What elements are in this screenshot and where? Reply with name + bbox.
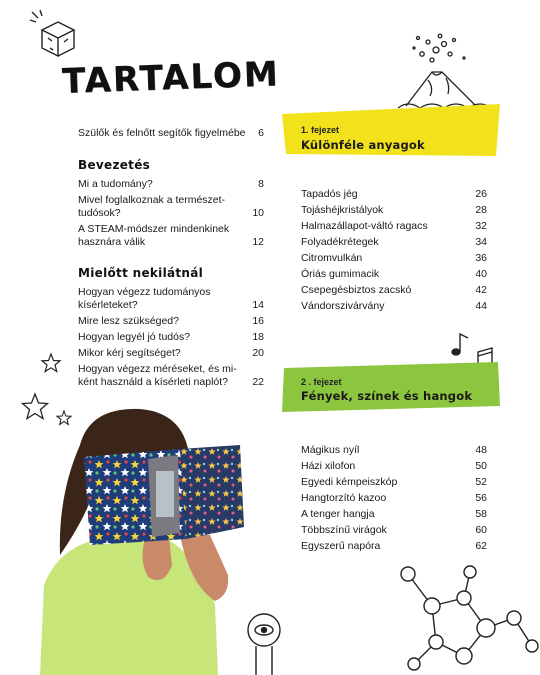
toc-entry[interactable] [301, 508, 487, 521]
toc-entry-page: 8 [258, 178, 264, 190]
toc-entry-page: 6 [258, 127, 264, 139]
toc-entry-page: 26 [475, 188, 487, 200]
toc-entry[interactable] [301, 188, 487, 201]
toc-entry[interactable] [78, 194, 264, 220]
toc-entry-label: Többszínű virágok [301, 524, 387, 536]
toc-entry-label: Tapadós jég [301, 188, 358, 200]
toc-entry-page: 48 [475, 444, 487, 456]
toc-entry-label: Szülők és felnőtt segítők figyelmébe [78, 127, 246, 139]
toc-entry-page: 34 [475, 236, 487, 248]
toc-entry-page: 44 [475, 300, 487, 312]
page-title: TARTALOM [61, 54, 281, 102]
toc-entry[interactable] [301, 236, 487, 249]
child-with-kaleidoscope-photo [40, 405, 255, 675]
toc-entry-page: 12 [252, 236, 264, 248]
toc-entry[interactable] [301, 524, 487, 537]
toc-entry-label: Házi xilofon [301, 460, 356, 472]
toc-entry-label: Folyadékrétegek [301, 236, 379, 248]
toc-entry-page: 28 [475, 204, 487, 216]
toc-entry-page: 62 [475, 540, 487, 552]
toc-entry[interactable] [301, 204, 487, 217]
eye-icon [244, 600, 284, 675]
toc-entry-label: Citromvulkán [301, 252, 363, 264]
toc-entry-label: Tojáshéjkristályok [301, 204, 384, 216]
toc-entry-label: Mire lesz szükséged? [78, 315, 179, 327]
volcano-icon [392, 28, 502, 116]
toc-entry[interactable] [78, 178, 264, 191]
toc-entry-page: 14 [252, 299, 264, 311]
section-heading-mielott: Mielőtt nekilátnál [78, 266, 204, 280]
toc-entry-page: 20 [252, 347, 264, 359]
toc-entry-label: Egyszerű napóra [301, 540, 381, 552]
toc-entry-label: Hogyan végezz méréseket, és mi- ként használd a kísérleti naplót? [78, 363, 237, 388]
toc-entry[interactable] [78, 286, 264, 312]
toc-entry[interactable] [301, 540, 487, 553]
toc-entry[interactable] [301, 444, 487, 457]
toc-entry-label: Hangtorzító kazoo [301, 492, 387, 504]
toc-entry-label: Óriás gumimacik [301, 268, 380, 280]
toc-entry-page: 52 [475, 476, 487, 488]
toc-entry-page: 60 [475, 524, 487, 536]
toc-entry-page: 16 [252, 315, 264, 327]
toc-entry[interactable] [78, 363, 264, 389]
toc-entry[interactable] [301, 300, 487, 313]
toc-entry-page: 58 [475, 508, 487, 520]
toc-entry-label: A STEAM-módszer mindenkinek hasznára válik [78, 223, 230, 248]
toc-entry[interactable] [301, 284, 487, 297]
toc-entry[interactable] [78, 315, 264, 328]
toc-entry-label: Hogyan végezz tudományos kísérleteket? [78, 286, 211, 311]
toc-entry-label: Egyedi kémpeiszkóp [301, 476, 398, 488]
toc-entry-page: 18 [252, 331, 264, 343]
chapter-title: Fények, színek és hangok [301, 389, 473, 403]
toc-entry[interactable] [78, 223, 264, 249]
toc-entry[interactable] [301, 476, 487, 489]
toc-entry[interactable] [301, 268, 487, 281]
toc-entry-label: Csepegésbiztos zacskó [301, 284, 412, 296]
toc-entry-label: A tenger hangja [301, 508, 375, 520]
section-heading-bevezetes: Bevezetés [78, 158, 151, 172]
toc-entry-page: 10 [252, 207, 264, 219]
toc-entry-label: Hogyan legyél jó tudós? [78, 331, 191, 343]
toc-entry-label: Mi a tudomány? [78, 178, 153, 190]
toc-entry-page: 56 [475, 492, 487, 504]
chapter-title: Különféle anyagok [301, 138, 425, 152]
toc-entry[interactable] [301, 252, 487, 265]
ice-cube-icon [28, 8, 84, 60]
toc-entry-intro[interactable] [78, 127, 264, 140]
toc-entry-label: Mikor kérj segítséget? [78, 347, 181, 359]
toc-entry-label: Mágikus nyíl [301, 444, 360, 456]
toc-entry[interactable] [78, 331, 264, 344]
toc-entry-page: 40 [475, 268, 487, 280]
toc-entry-page: 32 [475, 220, 487, 232]
toc-entry-page: 50 [475, 460, 487, 472]
toc-entry[interactable] [78, 347, 264, 360]
toc-entry[interactable] [301, 460, 487, 473]
chapter-number: 2 . fejezet [301, 377, 342, 387]
toc-entry[interactable] [301, 220, 487, 233]
toc-entry-label: Vándorszivárvány [301, 300, 385, 312]
toc-entry-page: 42 [475, 284, 487, 296]
molecule-icon [392, 560, 540, 675]
toc-entry-label: Halmazállapot-váltó ragacs [301, 220, 428, 232]
chapter-band-2 [282, 362, 500, 412]
chapter-number: 1. fejezet [301, 125, 340, 135]
star-icon [40, 352, 62, 374]
toc-entry[interactable] [301, 492, 487, 505]
toc-entry-label: Mivel foglalkoznak a természet- tudósok? [78, 194, 226, 219]
toc-entry-page: 22 [252, 376, 264, 388]
toc-entry-page: 36 [475, 252, 487, 264]
